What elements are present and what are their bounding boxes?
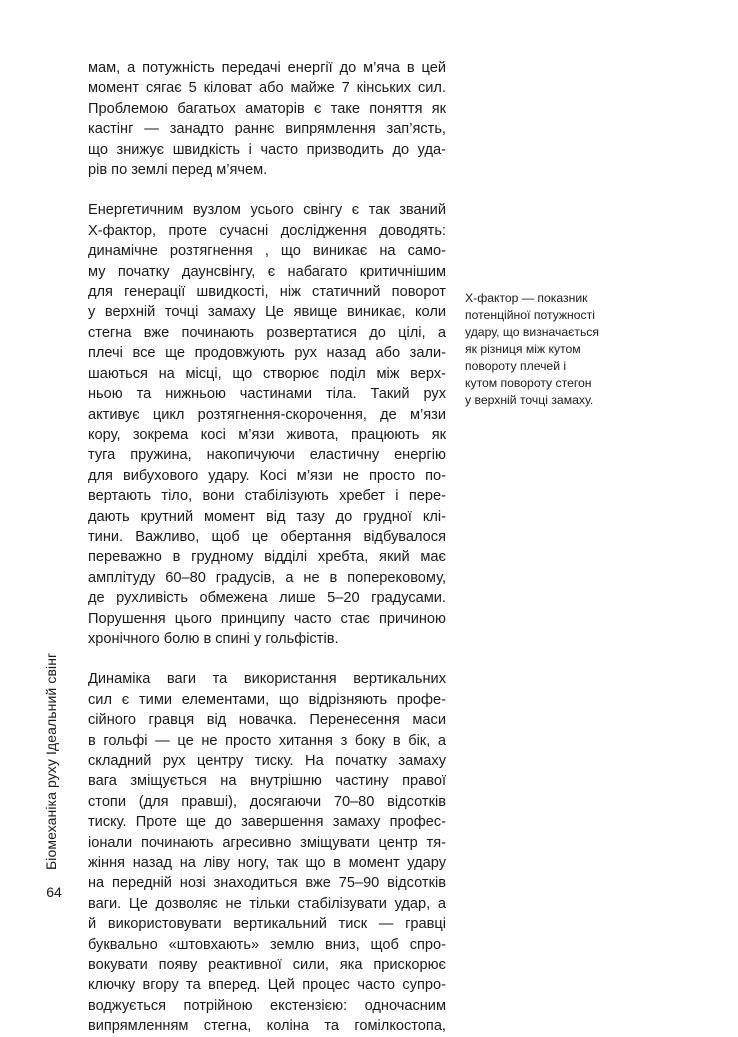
text-line: Проблемою багатьох аматорів є таке поняття як bbox=[88, 100, 446, 117]
text-line: тиску. Проте ще до завершення замаху профес- bbox=[88, 814, 446, 831]
text-line: активує цикл розтягнення-скорочення, де м’язи bbox=[88, 406, 446, 423]
page-number: 64 bbox=[46, 884, 62, 900]
text-line: динамічне розтягнення , що виникає на само- bbox=[88, 243, 446, 260]
text-line: кастінг — занадто раннє випрямлення зап’ясть, bbox=[88, 121, 446, 138]
text-line: складний рух центру тиску. На початку замаху bbox=[88, 753, 446, 769]
text-line: амплітуду 60–80 градусів, а не в поперековому, bbox=[88, 569, 446, 586]
main-text-column bbox=[88, 58, 446, 1037]
text-line: ваги. Це дозволяє не тільки стабілізувати удар, а bbox=[88, 895, 446, 912]
text-line: жіння назад на ліву ногу, так що в момент удару bbox=[88, 855, 446, 872]
text-line: для генерації швидкості, ніж статичний поворот bbox=[88, 284, 446, 301]
text-line: іонали починають агресивно зміщувати центр тя- bbox=[88, 834, 446, 851]
text-line: сійного гравця від новачка. Перенесення маси bbox=[88, 712, 446, 729]
margin-note-line: потенційної потужності bbox=[465, 308, 595, 322]
text-line: плечі все ще продовжують рух назад або зали- bbox=[88, 345, 446, 362]
text-line: у верхній точці замаху Це явище виникає, коли bbox=[88, 304, 446, 321]
text-line: для вибухового удару. Косі м’язи не просто по- bbox=[88, 467, 446, 484]
text-line: вокувати появу реактивної сили, яка прискорює bbox=[88, 957, 446, 974]
running-head: Біомеханіка руху Ідеальний свінг bbox=[43, 652, 59, 870]
text-line: тини. Важливо, щоб це обертання відбувалося bbox=[88, 528, 446, 545]
text-line: й використовувати вертикальний тиск — гравці bbox=[88, 916, 446, 933]
text-line: вертають тіло, вони стабілізують хребет і пере- bbox=[88, 488, 446, 505]
text-line: де рухливість обмежена лише 5–20 градусами. bbox=[88, 590, 446, 607]
text-line: вага зміщується на внутрішню частину правої bbox=[88, 773, 446, 790]
text-line: момент сягає 5 кіловат або майже 7 кінських сил. bbox=[88, 80, 446, 97]
text-line: в гольфі — це не просто хитання з боку в бік, а bbox=[88, 732, 446, 749]
text-line: що знижує швидкість і часто призводить до уда- bbox=[88, 141, 446, 158]
text-line: на передній нозі знаходиться вже 75–90 відсотків bbox=[88, 875, 446, 892]
text-line: кору, зокрема косі м’язи живота, працюють як bbox=[88, 426, 446, 443]
text-line: ключку вгору та вперед. Цей процес часто супро- bbox=[88, 977, 446, 994]
paragraph-3 bbox=[88, 669, 446, 1036]
margin-note-line: удару, що визначається bbox=[465, 325, 600, 339]
margin-note bbox=[465, 290, 625, 409]
text-line: сил є тими елементами, що відрізняють профе- bbox=[88, 691, 446, 708]
text-line: Динаміка ваги та використання вертикальних bbox=[88, 671, 446, 688]
margin-note-line: повороту плечей і bbox=[465, 359, 567, 373]
text-line: туга пружина, накопичуючи еластичну енергію bbox=[88, 447, 446, 464]
text-line: буквально «штовхають» землю вниз, щоб спро- bbox=[88, 936, 446, 953]
text-line: му початку даунсвінгу, є набагато критичнішим bbox=[88, 263, 446, 280]
text-line: Порушення цього принципу часто стає причиною bbox=[88, 610, 446, 627]
margin-note-line: у верхній точці замаху. bbox=[465, 393, 594, 407]
text-line: стегна вже починають розвертатися до цілі, а bbox=[88, 324, 446, 341]
paragraph-2 bbox=[88, 200, 446, 649]
text-line: Енергетичним вузлом усього свінгу є так званий bbox=[88, 202, 446, 219]
margin-note-line: кутом повороту стегон bbox=[465, 376, 592, 390]
margin-note-line: як різниця між кутом bbox=[465, 342, 581, 356]
text-line: Х-фактор, проте сучасні дослідження доводять: bbox=[88, 222, 446, 239]
text-line: воджується потрійною екстензією: одночасним bbox=[88, 997, 446, 1014]
margin-note-line: X-фактор — показник bbox=[465, 291, 588, 305]
paragraph-1 bbox=[88, 58, 446, 180]
text-line: стопи (для правші), досягаючи 70–80 відсотків bbox=[88, 793, 446, 810]
text-line: рів по землі перед м’ячем. bbox=[88, 162, 268, 179]
text-line: ньою та нижньою частинами тіла. Такий рух bbox=[88, 386, 446, 403]
text-line: шаються на місці, що створює поділ між верх- bbox=[88, 365, 446, 382]
text-line: дають крутний момент від тазу до грудної клі- bbox=[88, 508, 446, 525]
text-line: хронічного болю в спині у гольфістів. bbox=[88, 630, 339, 647]
text-line: випрямленням стегна, коліна та гомілкостопа, bbox=[88, 1018, 446, 1035]
text-line: переважно в грудному відділі хребта, який має bbox=[88, 549, 446, 566]
text-line: мам, а потужність передачі енергії до м’яча в цей bbox=[88, 60, 446, 76]
